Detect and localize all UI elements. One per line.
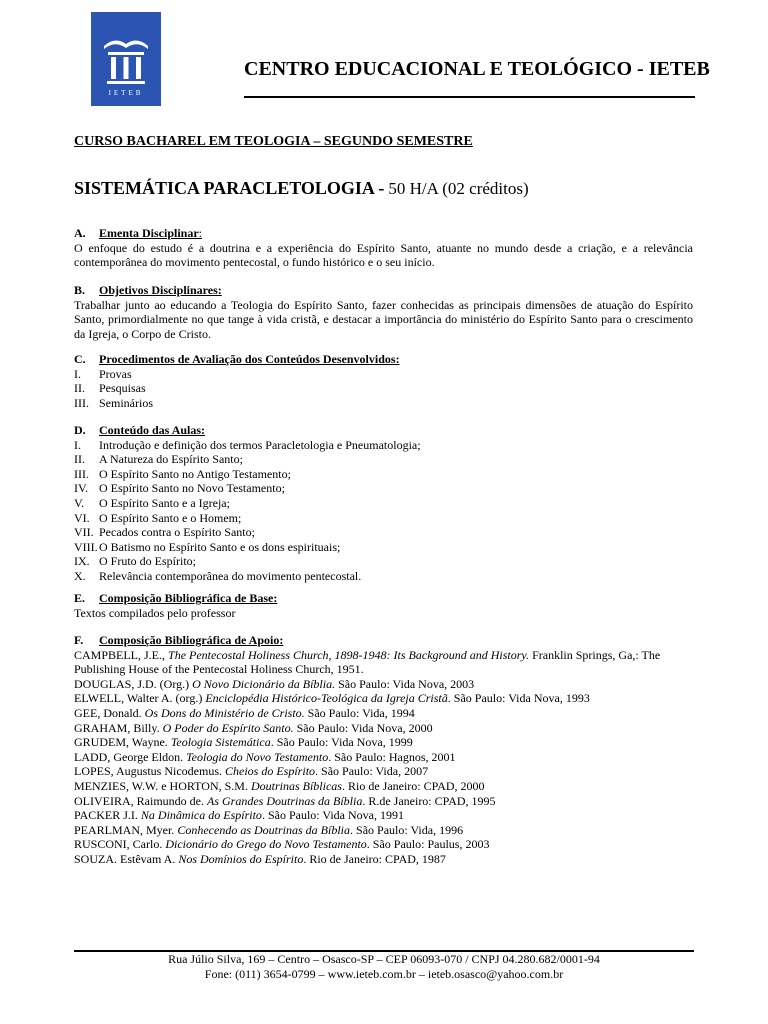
- section-text: Trabalhar junto ao educando a Teologia do Espírito Santo, fazer conhecidas as principais dimensões de atuação do Espírito Santo, primordialmente no que tange à vida cristã, e destacar a importância do ministério do Espírito Santo para o crescimento da Igreja, o Corpo de Cristo.: [74, 297, 693, 341]
- list-item-number: V.: [74, 495, 85, 510]
- org-title: CENTRO EDUCACIONAL E TEOLÓGICO - IETEB: [244, 58, 710, 80]
- bibliography-list: [74, 648, 693, 867]
- bibliography-title: Cheios do Espírito: [225, 764, 316, 779]
- section-title: Objetivos Disciplinares:: [99, 283, 222, 297]
- list-item: [74, 525, 693, 540]
- section-title: Composição Bibliográfica de Apoio:: [99, 633, 284, 647]
- bibliography-title: Na Dinâmica do Espírito: [140, 808, 262, 823]
- bibliography-title: As Grandes Doutrinas da Bíblia: [206, 793, 363, 808]
- list-item-text: Introdução e definição dos termos Paracletologia e Pneumatologia;: [99, 437, 421, 452]
- section-bibliografia-apoio: [74, 633, 693, 867]
- section-letter: C.: [74, 352, 86, 366]
- bibliography-entry: [74, 764, 693, 779]
- footer-address: Rua Júlio Silva, 169 – Centro – Osasco-SP – CEP 06093-070 / CNPJ 04.280.682/0001-94: [168, 952, 600, 966]
- bibliography-text: . São Paulo: Vida, 1996: [350, 822, 464, 837]
- bibliography-text: . São Paulo: Vida Nova, 1991: [261, 808, 404, 823]
- bibliography-entry: [74, 648, 693, 677]
- bibliography-text: GRAHAM, Billy.: [74, 720, 163, 735]
- bibliography-entry: [74, 677, 693, 692]
- section-letter: D.: [74, 423, 86, 437]
- section-letter: B.: [74, 283, 86, 297]
- section-title: Ementa Disciplinar: [99, 226, 199, 240]
- list-item-number: VI.: [74, 510, 90, 525]
- list-item-number: VIII.: [74, 539, 98, 554]
- bibliography-text: . R.de Janeiro: CPAD, 1995: [362, 793, 496, 808]
- bibliography-title: Doutrinas Bíblicas: [250, 778, 342, 793]
- bibliography-text: CAMPBELL, J.E.,: [74, 647, 169, 662]
- list-item: [74, 367, 693, 382]
- bibliography-text: . São Paulo: Vida Nova, 1999: [270, 735, 413, 750]
- course-title: CURSO BACHAREL EM TEOLOGIA – SEGUNDO SEMESTRE: [74, 134, 473, 149]
- section-letter: A.: [74, 226, 86, 240]
- list-item: [74, 481, 693, 496]
- list-item: [74, 511, 693, 526]
- section-heading: [74, 352, 693, 367]
- list-item-text: O Espírito Santo e o Homem;: [99, 510, 242, 525]
- logo-wordmark: IETEB: [108, 89, 144, 97]
- list-item-text: O Espírito Santo no Antigo Testamento;: [99, 466, 291, 481]
- bibliography-title: Os Dons do Ministério de Cristo.: [144, 705, 305, 720]
- bibliography-entry: [74, 691, 693, 706]
- bibliography-text: . Rio de Janeiro: CPAD, 2000: [341, 778, 485, 793]
- bibliography-title: Conhecendo as Doutrinas da Bíblia: [177, 822, 351, 837]
- bibliography-text: . São Paulo: Vida Nova, 1993: [447, 691, 590, 706]
- bibliography-text: . São Paulo: Paulus, 2003: [366, 837, 490, 852]
- bibliography-text: DOUGLAS, J.D. (Org.): [74, 676, 193, 691]
- list-item: [74, 452, 693, 467]
- bibliography-entry: [74, 735, 693, 750]
- section-heading: [74, 423, 693, 438]
- section-text: Textos compilados pelo professor: [74, 605, 236, 620]
- section-heading: [74, 226, 693, 241]
- list-item: [74, 569, 693, 584]
- ieteb-logo: [91, 12, 161, 106]
- section-text: O enfoque do estudo é a doutrina e a experiência do Espírito Santo, atuante no mundo desde a criação, e a relevância contemporânea do movimento pentecostal, o fundo histórico e o seu início.: [74, 240, 693, 270]
- section-letter: E.: [74, 591, 86, 605]
- section-bibliografia-base: [74, 591, 693, 620]
- bibliography-entry: [74, 721, 693, 736]
- list-item-text: O Fruto do Espírito;: [99, 554, 197, 569]
- bibliography-text: São Paulo: Vida Nova, 2000: [293, 720, 433, 735]
- list-item-text: Relevância contemporânea do movimento pentecostal.: [99, 568, 362, 583]
- section-conteudo: [74, 423, 693, 584]
- list-item-text: Provas: [99, 366, 132, 381]
- bibliography-text: . São Paulo: Hagnos, 2001: [328, 749, 456, 764]
- section-colon: :: [198, 226, 203, 240]
- bibliography-text: OLIVEIRA, Raimundo de.: [74, 793, 207, 808]
- list-item-text: A Natureza do Espírito Santo;: [99, 452, 243, 467]
- list-item-number: III.: [74, 466, 89, 481]
- list-item-text: Pecados contra o Espírito Santo;: [99, 525, 255, 540]
- bibliography-text: . Rio de Janeiro: CPAD, 1987: [303, 851, 446, 866]
- list-item: [74, 540, 693, 555]
- list-item-number: IV.: [74, 481, 89, 496]
- bibliography-text: MENZIES, W.W. e HORTON, S.M.: [74, 778, 251, 793]
- section-ementa: [74, 226, 693, 270]
- list-item: [74, 496, 693, 511]
- bibliography-title: O Novo Dicionário da Bíblia.: [192, 676, 336, 691]
- bibliography-text: RUSCONI, Carlo.: [74, 837, 166, 852]
- subject-heading: [74, 178, 529, 199]
- section-heading: [74, 283, 693, 298]
- bibliography-entry: [74, 779, 693, 794]
- list-item: [74, 381, 693, 396]
- section-title: Procedimentos de Avaliação dos Conteúdos Desenvolvidos:: [99, 352, 400, 366]
- list-item: [74, 467, 693, 482]
- list-item: [74, 554, 693, 569]
- list-item-number: VII.: [74, 525, 94, 540]
- bibliography-text: São Paulo: Vida, 1994: [304, 705, 415, 720]
- evaluation-list: [74, 367, 693, 411]
- list-item-number: I.: [74, 437, 81, 452]
- list-item-number: IX.: [74, 554, 90, 569]
- list-item-text: O Espírito Santo e a Igreja;: [99, 495, 230, 510]
- list-item-text: O Espírito Santo no Novo Testamento;: [99, 481, 285, 496]
- list-item-number: X.: [74, 568, 86, 583]
- bibliography-text: ELWELL, Walter A. (org.): [74, 691, 206, 706]
- list-item: [74, 438, 693, 453]
- section-objetivos: [74, 283, 693, 341]
- section-avaliacao: [74, 352, 693, 410]
- bibliography-entry: [74, 823, 693, 838]
- bibliography-text: PACKER J.I.: [74, 808, 141, 823]
- bibliography-title: Teologia do Novo Testamento: [186, 749, 329, 764]
- bibliography-title: Nos Domínios do Espírito: [178, 851, 304, 866]
- bibliography-text: São Paulo: Vida Nova, 2003: [335, 676, 475, 691]
- section-heading: [74, 633, 693, 648]
- bibliography-text: PEARLMAN, Myer.: [74, 822, 178, 837]
- bibliography-title: Enciclopédia Histórico-Teológica da Igreja Cristã: [205, 691, 448, 706]
- header-rule: [244, 96, 695, 98]
- bibliography-entry: [74, 852, 693, 867]
- bibliography-entry: [74, 837, 693, 852]
- bibliography-text: SOUZA. Estêvam A.: [74, 851, 179, 866]
- bibliography-title: Dicionário do Grego do Novo Testamento: [165, 837, 367, 852]
- section-title: Conteúdo das Aulas:: [99, 423, 206, 437]
- bibliography-entry: [74, 706, 693, 721]
- bibliography-title: Teologia Sistemática: [170, 735, 271, 750]
- bibliography-entry: [74, 808, 693, 823]
- bibliography-text: LOPES, Augustus Nicodemus.: [74, 764, 226, 779]
- section-letter: F.: [74, 633, 84, 647]
- bibliography-text: Franklin Springs, Ga,: The Publishing House of the Pentecostal Holiness Church, 1951.: [74, 647, 661, 677]
- section-title: Composição Bibliográfica de Base:: [99, 591, 278, 605]
- list-item-number: III.: [74, 395, 89, 410]
- list-item-number: II.: [74, 381, 85, 396]
- list-item-number: I.: [74, 366, 81, 381]
- list-item: [74, 396, 693, 411]
- section-heading: [74, 591, 693, 606]
- bibliography-title: The Pentecostal Holiness Church, 1898-1948: Its Background and History.: [168, 647, 530, 662]
- bibliography-text: LADD, George Eldon.: [74, 749, 187, 764]
- list-item-text: O Batismo no Espírito Santo e os dons espirituais;: [99, 539, 341, 554]
- bibliography-entry: [74, 794, 693, 809]
- bibliography-title: O Poder do Espírito Santo.: [162, 720, 294, 735]
- bibliography-text: . São Paulo: Vida, 2007: [315, 764, 429, 779]
- list-item-number: II.: [74, 452, 85, 467]
- subject-hours: 50 H/A (02 créditos): [388, 179, 529, 198]
- bibliography-text: GEE, Donald.: [74, 705, 145, 720]
- list-item-text: Pesquisas: [99, 381, 146, 396]
- bibliography-entry: [74, 750, 693, 765]
- footer-contact: Fone: (011) 3654-0799 – www.ieteb.com.br – ieteb.osasco@yahoo.com.br: [204, 967, 564, 981]
- list-item-text: Seminários: [99, 395, 153, 410]
- subject-name: SISTEMÁTICA PARACLETOLOGIA -: [74, 178, 385, 198]
- content-list: [74, 438, 693, 584]
- bibliography-text: GRUDEM, Wayne.: [74, 735, 171, 750]
